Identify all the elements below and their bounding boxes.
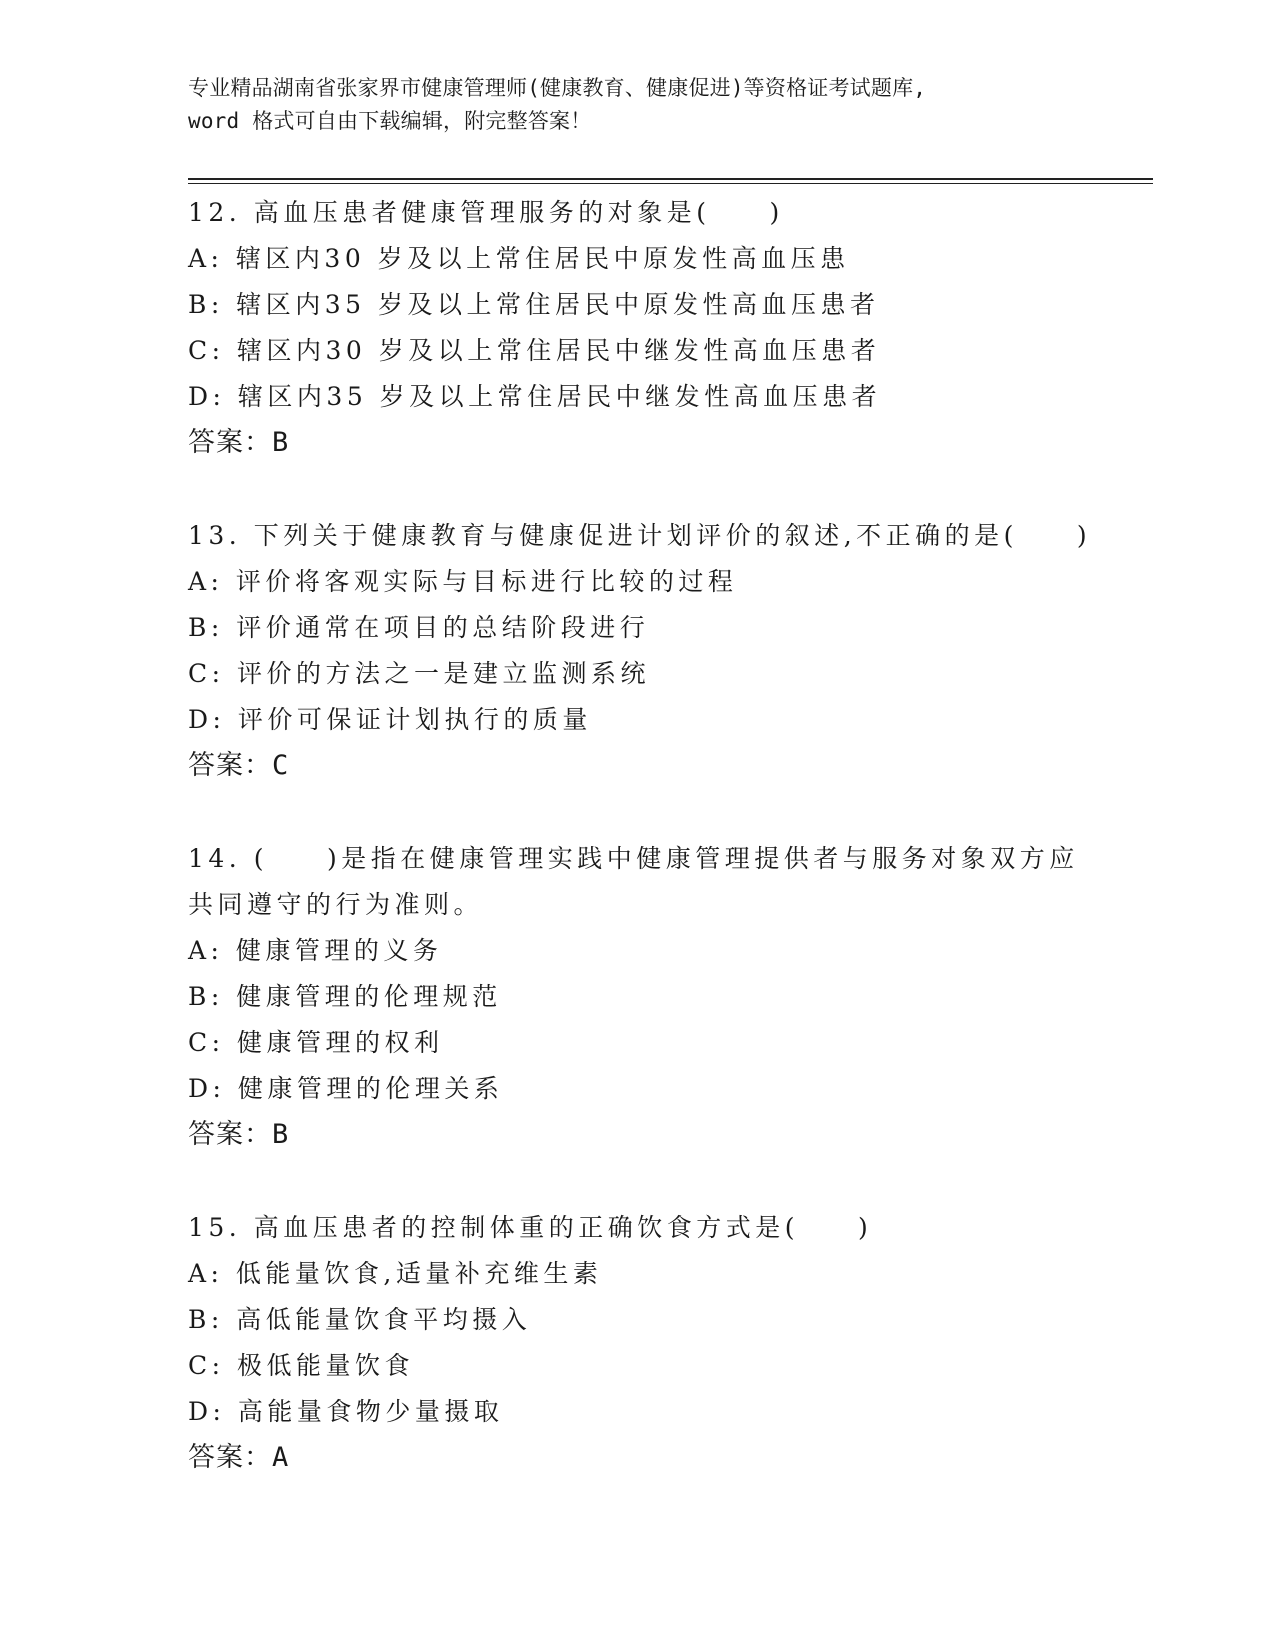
header-divider-thick	[188, 178, 1153, 180]
question-stem-line-2: 共同遵守的行为准则。	[188, 890, 484, 919]
option-a: A: 低能量饮食,适量补充维生素	[188, 1259, 603, 1288]
question-stem: 12. 高血压患者健康管理服务的对象是( )	[188, 198, 784, 227]
answer-line: 答案：B	[188, 427, 290, 458]
option-d: D: 健康管理的伦理关系	[188, 1074, 504, 1103]
option-b: B: 健康管理的伦理规范	[188, 982, 502, 1011]
option-c: C: 辖区内30 岁及以上常住居民中继发性高血压患者	[188, 336, 881, 365]
option-c: C: 健康管理的权利	[188, 1028, 444, 1057]
answer-line: 答案：C	[188, 750, 290, 781]
question-13	[188, 513, 1092, 789]
question-stem: 15. 高血压患者的控制体重的正确饮食方式是( )	[188, 1213, 873, 1242]
question-12	[188, 190, 1088, 466]
header-title-line-1: 专业精品湖南省张家界市健康管理师(健康教育、健康促进)等资格证考试题库,	[188, 76, 927, 100]
header-title-line-2: word 格式可自由下载编辑，附完整答案！	[188, 109, 592, 133]
option-d: D: 高能量食物少量摄取	[188, 1397, 504, 1426]
question-stem: 13. 下列关于健康教育与健康促进计划评价的叙述,不正确的是( )	[188, 521, 1092, 550]
option-b: B: 评价通常在项目的总结阶段进行	[188, 613, 650, 642]
question-list	[188, 190, 1092, 1528]
answer-line: 答案：B	[188, 1119, 290, 1150]
option-c: C: 评价的方法之一是建立监测系统	[188, 659, 650, 688]
option-b: B: 高低能量饮食平均摄入	[188, 1305, 532, 1334]
option-a: A: 辖区内30 岁及以上常住居民中原发性高血压患	[188, 244, 850, 273]
document-header	[188, 72, 1088, 138]
header-divider-thin	[188, 183, 1153, 184]
option-d: D: 评价可保证计划执行的质量	[188, 705, 592, 734]
question-15	[188, 1205, 1088, 1481]
question-14	[188, 836, 1088, 1158]
option-c: C: 极低能量饮食	[188, 1351, 414, 1380]
option-a: A: 健康管理的义务	[188, 936, 443, 965]
option-a: A: 评价将客观实际与目标进行比较的过程	[188, 567, 738, 596]
answer-line: 答案：A	[188, 1442, 290, 1473]
option-d: D: 辖区内35 岁及以上常住居民中继发性高血压患者	[188, 382, 882, 411]
option-b: B: 辖区内35 岁及以上常住居民中原发性高血压患者	[188, 290, 880, 319]
question-stem-line-1: 14. ( )是指在健康管理实践中健康管理提供者与服务对象双方应	[188, 844, 1079, 873]
